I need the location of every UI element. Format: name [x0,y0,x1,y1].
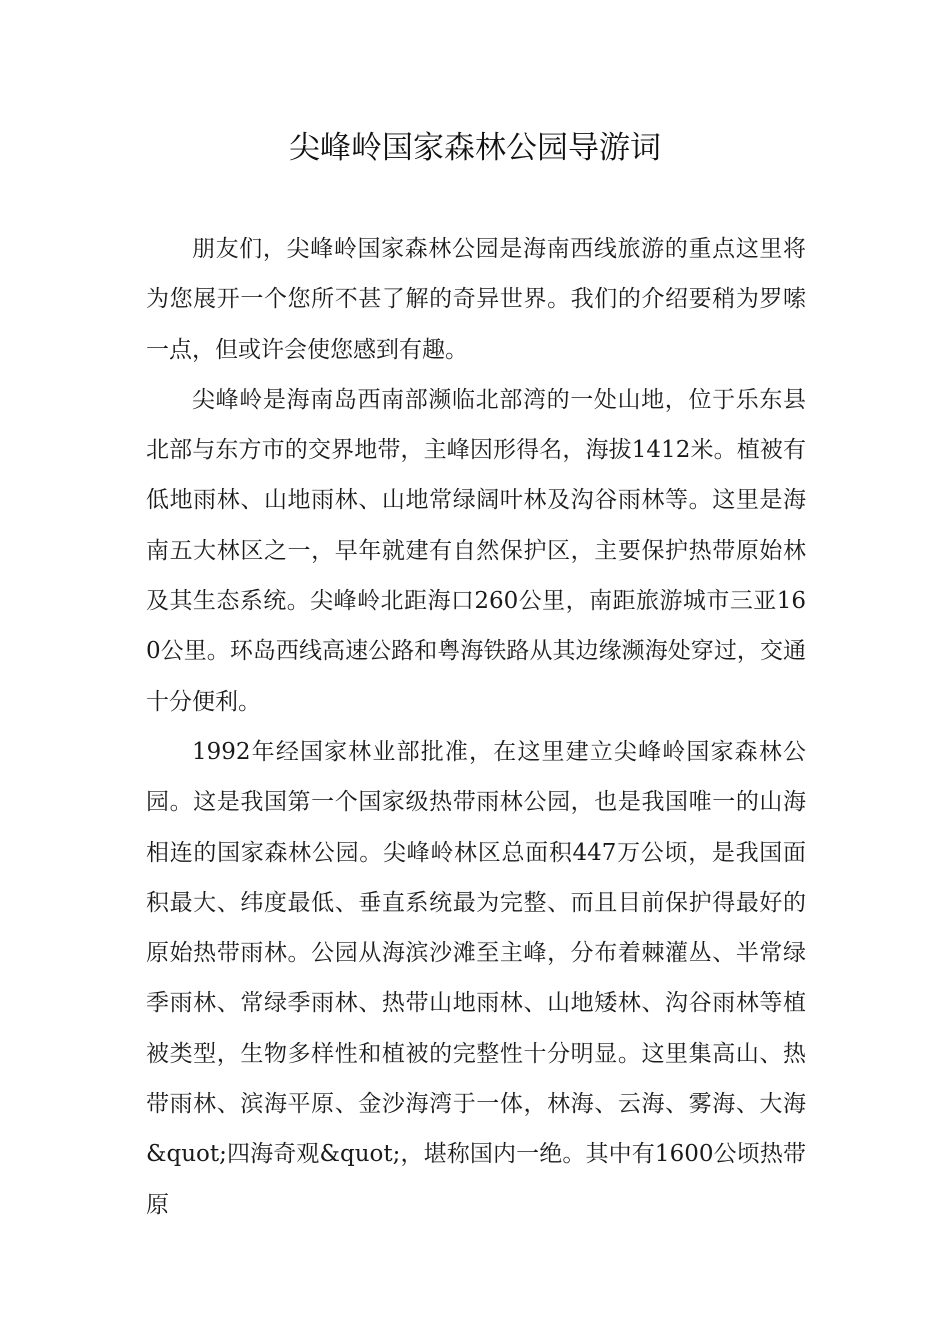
paragraph-location: 尖峰岭是海南岛西南部濒临北部湾的一处山地，位于乐东县北部与东方市的交界地带，主峰因形得名，海拔1412米。植被有低地雨林、山地雨林、山地常绿阔叶林及沟谷雨林等。这里是海南五大林区之一，早年就建有自然保护区，主要保护热带原始林及其生态系统。尖峰岭北距海口260公里，南距旅游城市三亚160公里。环岛西线高速公路和粤海铁路从其边缘濒海处穿过，交通十分便利。 [146,386,806,715]
paragraph-park-history: 1992年经国家林业部批准，在这里建立尖峰岭国家森林公园。这是我国第一个国家级热带雨林公园，也是我国唯一的山海相连的国家森林公园。尖峰岭林区总面积447万公顷，是我国面积最大、纬度最低、垂直系统最为完整、而且目前保护得最好的原始热带雨林。公园从海滨沙滩至主峰，分布着棘灌丛、半常绿季雨林、常绿季雨林、热带山地雨林、山地矮林、沟谷雨林等植被类型，生物多样性和植被的完整性十分明显。这里集高山、热带雨林、滨海平原、金沙海湾于一体，林海、云海、雾海、大海&quot;四海奇观&quot;，堪称国内一绝。其中有1600公顷热带原 [146,738,806,1218]
paragraph-intro: 朋友们，尖峰岭国家森林公园是海南西线旅游的重点这里将为您展开一个您所不甚了解的奇异世界。我们的介绍要稍为罗嗦一点，但或许会使您感到有趣。 [146,236,806,363]
document-title: 尖峰岭国家森林公园导游词 [289,130,661,166]
document-body [146,224,806,1230]
